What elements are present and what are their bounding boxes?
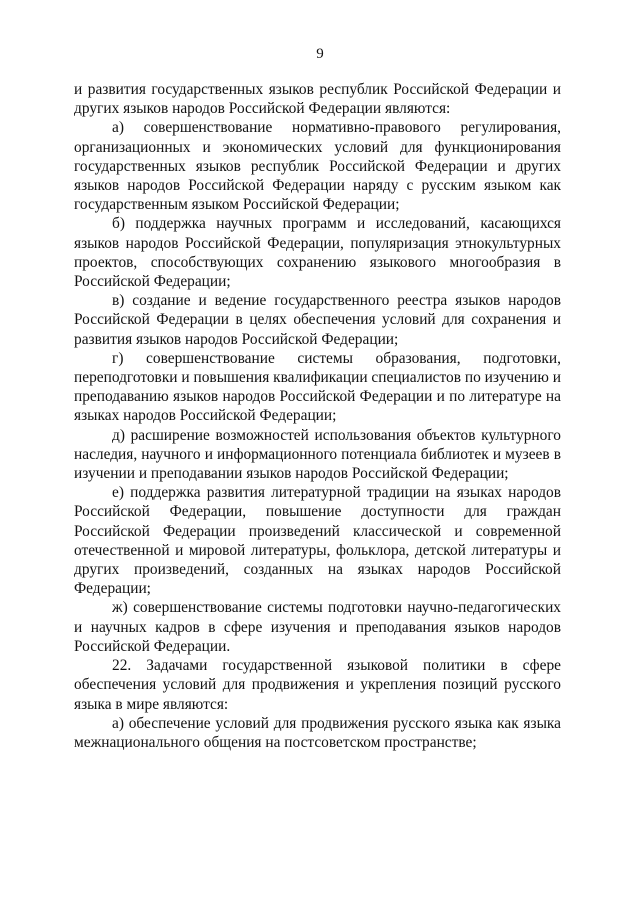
paragraph-item-e: е) поддержка развития литературной традиции на языках народов Российской Федерации, повышение доступности для граждан Российской Федерации произведений классической и современной отечественной и мировой литературы, фольклора, детской литературы и других произведений, созданных на языках народов Российской Федерации; [74, 484, 561, 598]
paragraph-item-d: д) расширение возможностей использования объектов культурного наследия, научного и информационного потенциала библиотек и музеев в изучении и преподавании языков народов Российской Федерации; [74, 426, 561, 483]
paragraph-item-b: б) поддержка научных программ и исследований, касающихся языков народов Российской Федерации, популяризация этнокультурных проектов, способствующих сохранению языкового многообразия в Российской Федерации; [74, 215, 561, 291]
paragraph-continuation: и развития государственных языков республик Российской Федерации и других языков народов Российской Федерации являются: [74, 81, 561, 118]
paragraph-item-a-22: а) обеспечение условий для продвижения русского языка как языка межнационального общения на постсоветском пространстве; [74, 714, 561, 751]
page-number: 9 [316, 46, 324, 62]
paragraph-item-a: а) совершенствование нормативно-правового регулирования, организационных и экономических условий для функционирования государственных языков республик Российской Федерации и других языков народов Российской Федерации наряду с русским языком как государственным языком Российской Федерации; [74, 119, 561, 214]
paragraph-item-v: в) создание и ведение государственного реестра языков народов Российской Федерации в целях обеспечения условий для сохранения и развития языков народов Российской Федерации; [74, 292, 561, 348]
paragraph-section-22: 22. Задачами государственной языковой политики в сфере обеспечения условий для продвижения и укрепления позиций русского языка в мире являются: [74, 657, 561, 713]
paragraph-item-zh: ж) совершенствование системы подготовки научно-педагогических и научных кадров в сфере изучения и преподавания языков народов Российской Федерации. [74, 599, 561, 655]
paragraph-item-g: г) совершенствование системы образования, подготовки, переподготовки и повышения квалификации специалистов по изучению и преподаванию языков народов Российской Федерации и по литературе на языках народов Российской Федерации; [74, 349, 561, 425]
document-body [74, 80, 561, 752]
